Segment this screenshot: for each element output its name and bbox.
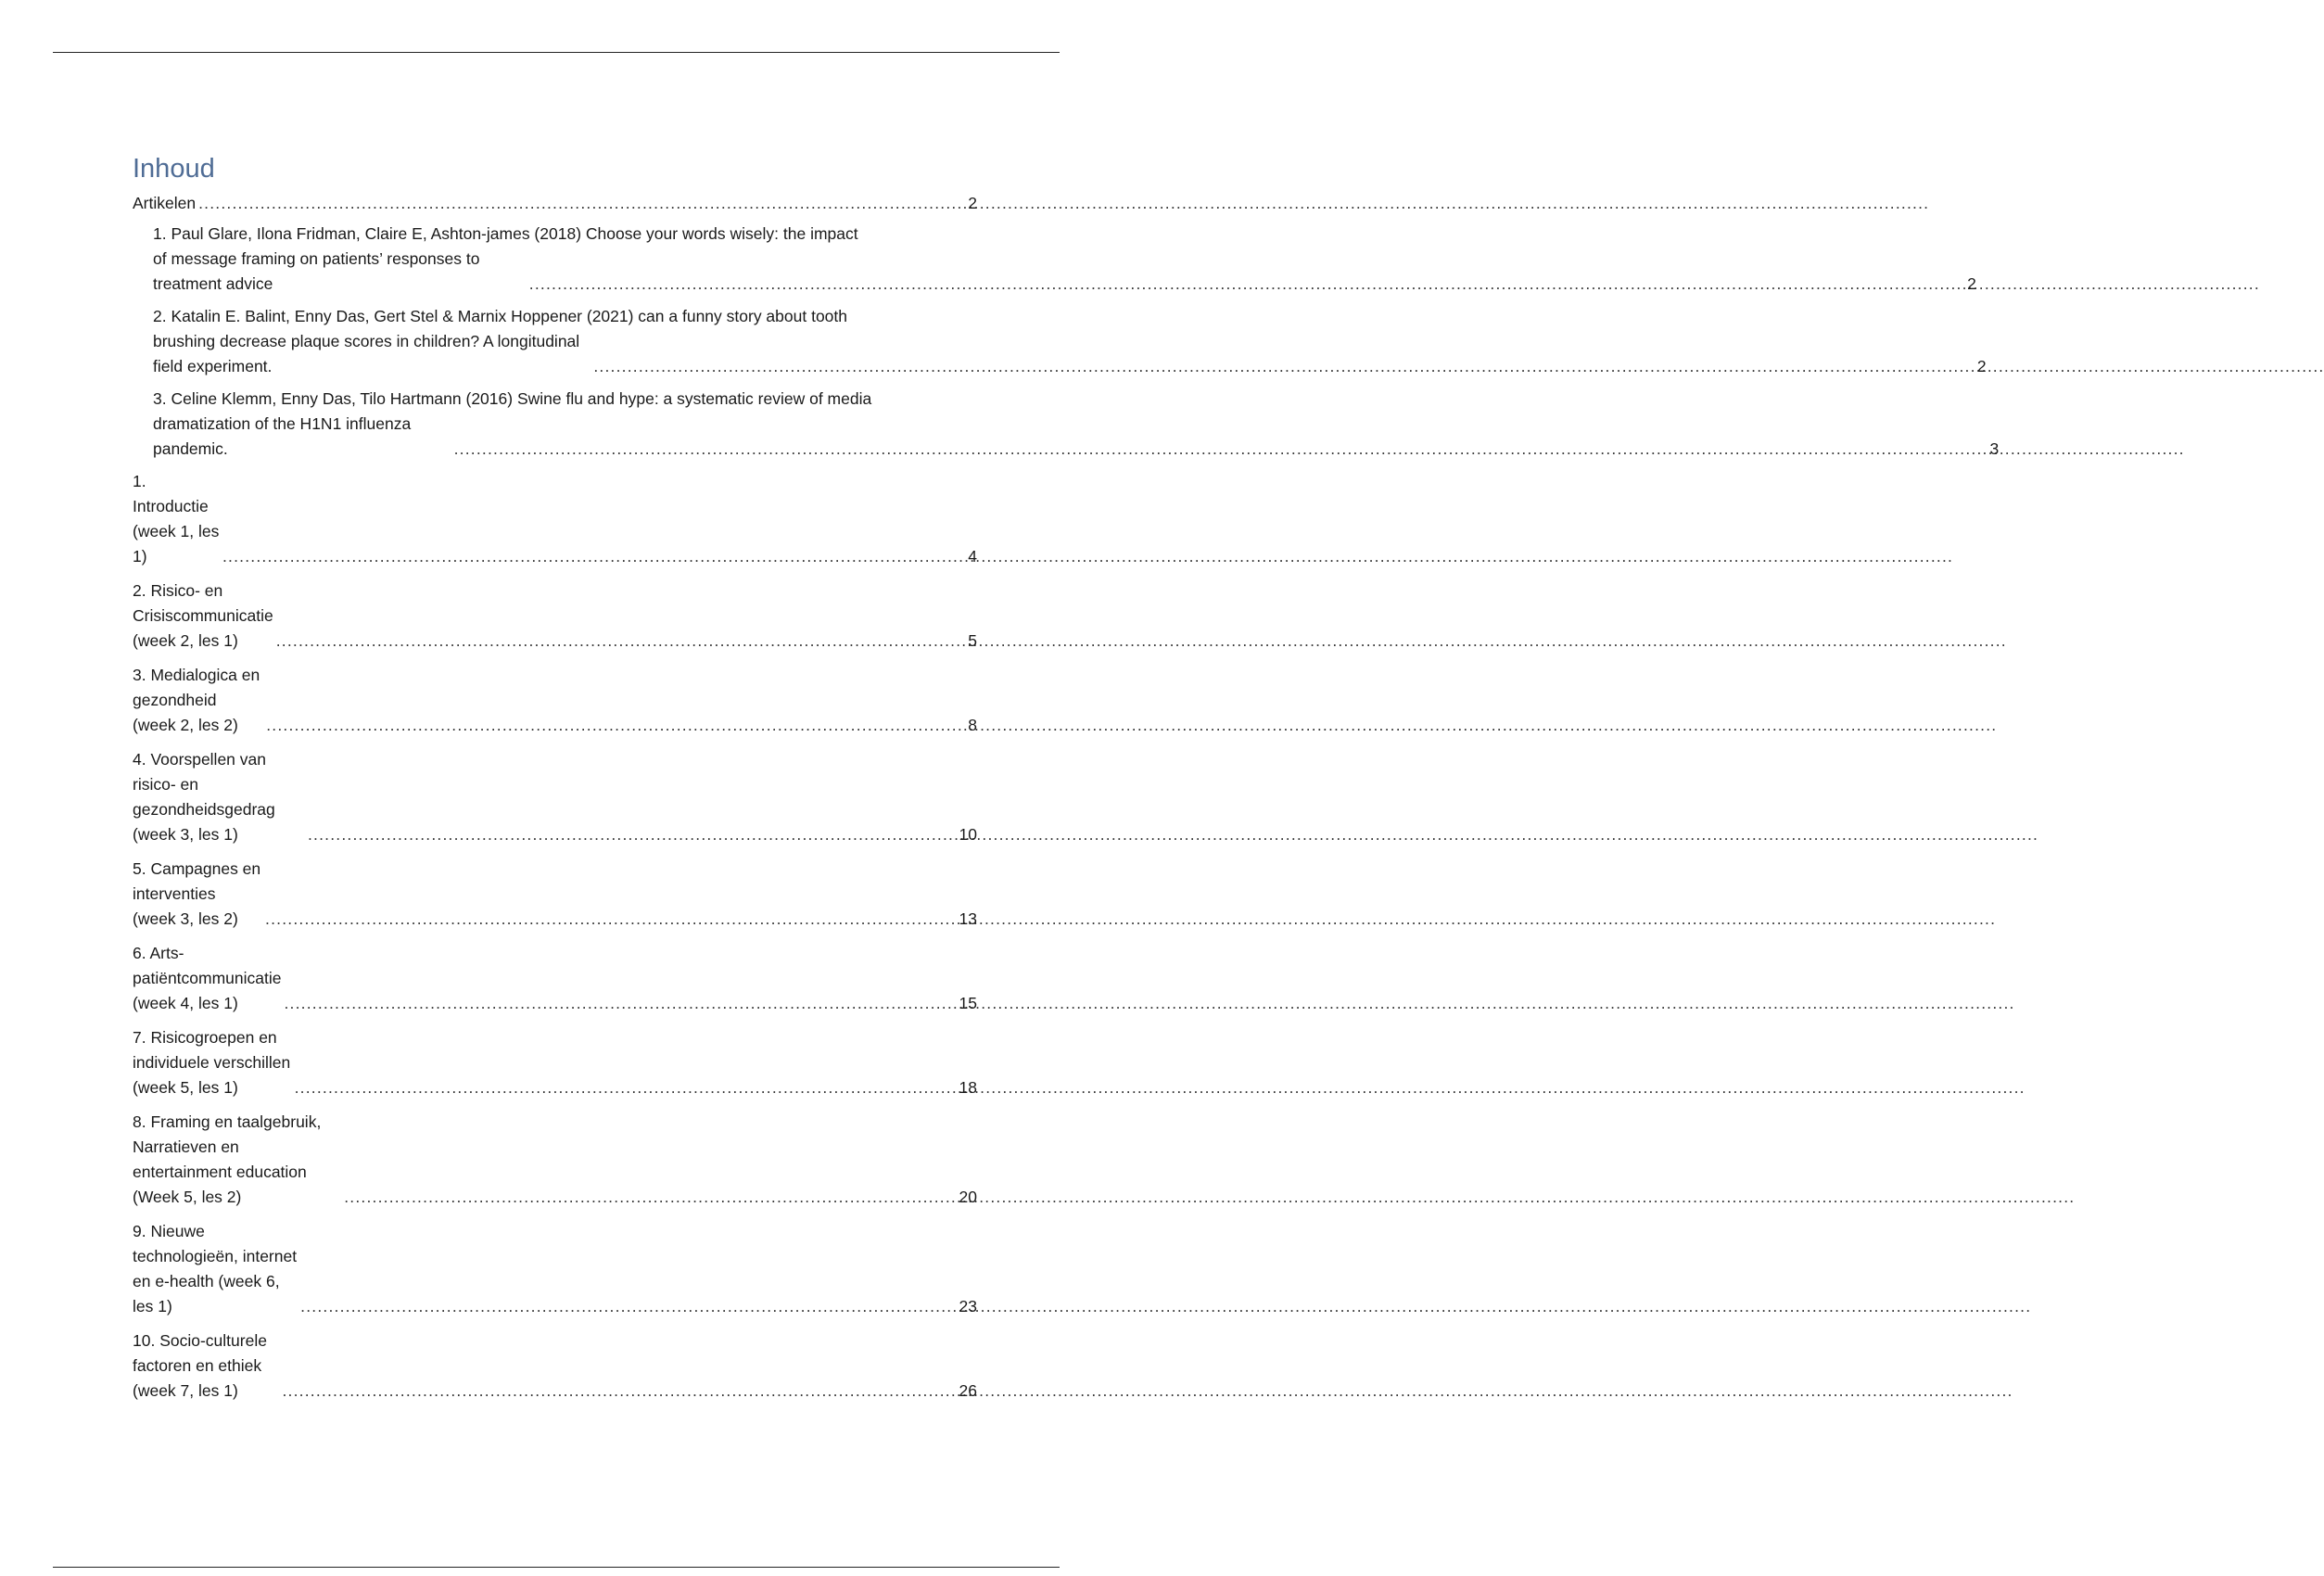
toc-entry-chapter-3[interactable] [133, 663, 977, 738]
dot-leader [529, 272, 1962, 297]
toc-entry-text: 4. Voorspellen van risico- en gezondheidsgedrag (week 3, les 1) [133, 750, 275, 844]
toc-entry-page: 5 [968, 631, 977, 650]
toc-entry-chapter-6[interactable] [133, 941, 977, 1016]
toc-entry-page: 10 [959, 825, 977, 844]
toc-entry-text: 3. Medialogica en gezondheid (week 2, les 2) [133, 666, 260, 734]
dot-leader [300, 1294, 955, 1319]
dot-leader [295, 1075, 956, 1100]
dot-leader [222, 544, 962, 569]
dot-leader [593, 354, 1971, 379]
toc-entry-page: 20 [959, 1188, 977, 1206]
table-of-contents [133, 154, 2000, 1413]
toc-entry-page: 2 [1967, 274, 1976, 293]
toc-entry-chapter-4[interactable] [133, 747, 977, 847]
toc-entry-chapter-10[interactable] [133, 1328, 977, 1404]
toc-entry-text: 6. Arts-patiëntcommunicatie (week 4, les 1) [133, 944, 282, 1012]
toc-entry-page: 2 [968, 194, 977, 212]
toc-title: Inhoud [133, 154, 215, 184]
toc-entry-page: 23 [959, 1297, 977, 1315]
toc-entry-page: 8 [968, 716, 977, 734]
toc-entry-text: 9. Nieuwe technologieën, internet en e-health (week 6, les 1) [133, 1222, 298, 1315]
toc-entry-text: 10. Socio-culturele factoren en ethiek (week 7, les 1) [133, 1331, 267, 1400]
toc-entry-page: 26 [959, 1381, 977, 1400]
dot-leader [276, 629, 962, 654]
toc-entry-article-3[interactable] [153, 387, 2000, 462]
dot-leader [285, 991, 956, 1016]
toc-entry-text: 5. Campagnes en interventies (week 3, les 2) [133, 859, 261, 928]
toc-entry-text-line2: brushing decrease plaque scores in children? A longitudinal field experiment. [153, 332, 580, 375]
toc-entry-text: 1. Introductie (week 1, les 1) [133, 472, 220, 566]
dot-leader [198, 191, 962, 216]
toc-entry-page: 15 [959, 994, 977, 1012]
dot-leader [265, 907, 956, 932]
toc-entry-text: Artikelen [133, 194, 197, 212]
toc-entry-text-line2: of message framing on patients’ responses to treatment advice [153, 249, 480, 293]
toc-entry-page: 2 [1976, 357, 1987, 375]
toc-entry-text-line2: dramatization of the H1N1 influenza pandemic. [153, 414, 412, 458]
dot-leader [266, 713, 962, 738]
toc-entry-chapter-7[interactable] [133, 1025, 977, 1100]
toc-entry-page: 13 [959, 909, 977, 928]
toc-entry-text: 8. Framing en taalgebruik, Narratieven en entertainment education (Week 5, les 2) [133, 1112, 322, 1206]
toc-entry-text-line1: 2. Katalin E. Balint, Enny Das, Gert Stel & Marnix Hoppener (2021) can a funny story about tooth [153, 307, 848, 325]
toc-entry-text: 7. Risicogroepen en individuele verschillen (week 5, les 1) [133, 1028, 291, 1097]
toc-entry-chapter-9[interactable] [133, 1219, 977, 1319]
dot-leader [454, 437, 1985, 462]
dot-leader [282, 1379, 955, 1404]
header-rule [53, 52, 1060, 53]
footer-rule [53, 1567, 1060, 1568]
toc-entry-text: 2. Risico- en Crisiscommunicatie (week 2, les 1) [133, 581, 273, 650]
toc-entry-chapter-2[interactable] [133, 578, 977, 654]
toc-entry-chapter-5[interactable] [133, 857, 977, 932]
toc-entry-page: 18 [959, 1078, 977, 1097]
toc-entry-chapter-8[interactable] [133, 1110, 977, 1210]
toc-entry-artikelen[interactable] [133, 191, 977, 216]
toc-entry-text-line1: 1. Paul Glare, Ilona Fridman, Claire E, Ashton-james (2018) Choose your words wisely: the impact [153, 224, 858, 243]
toc-entry-article-1[interactable] [153, 222, 1976, 297]
toc-entry-chapter-1[interactable] [133, 469, 977, 569]
toc-entry-page: 3 [1989, 439, 2000, 458]
toc-entry-article-2[interactable] [153, 304, 1987, 379]
toc-entry-text-line1: 3. Celine Klemm, Enny Das, Tilo Hartmann (2016) Swine flu and hype: a systematic review of media [153, 389, 872, 408]
dot-leader [308, 822, 956, 847]
dot-leader [344, 1185, 955, 1210]
toc-entry-page: 4 [968, 547, 977, 566]
